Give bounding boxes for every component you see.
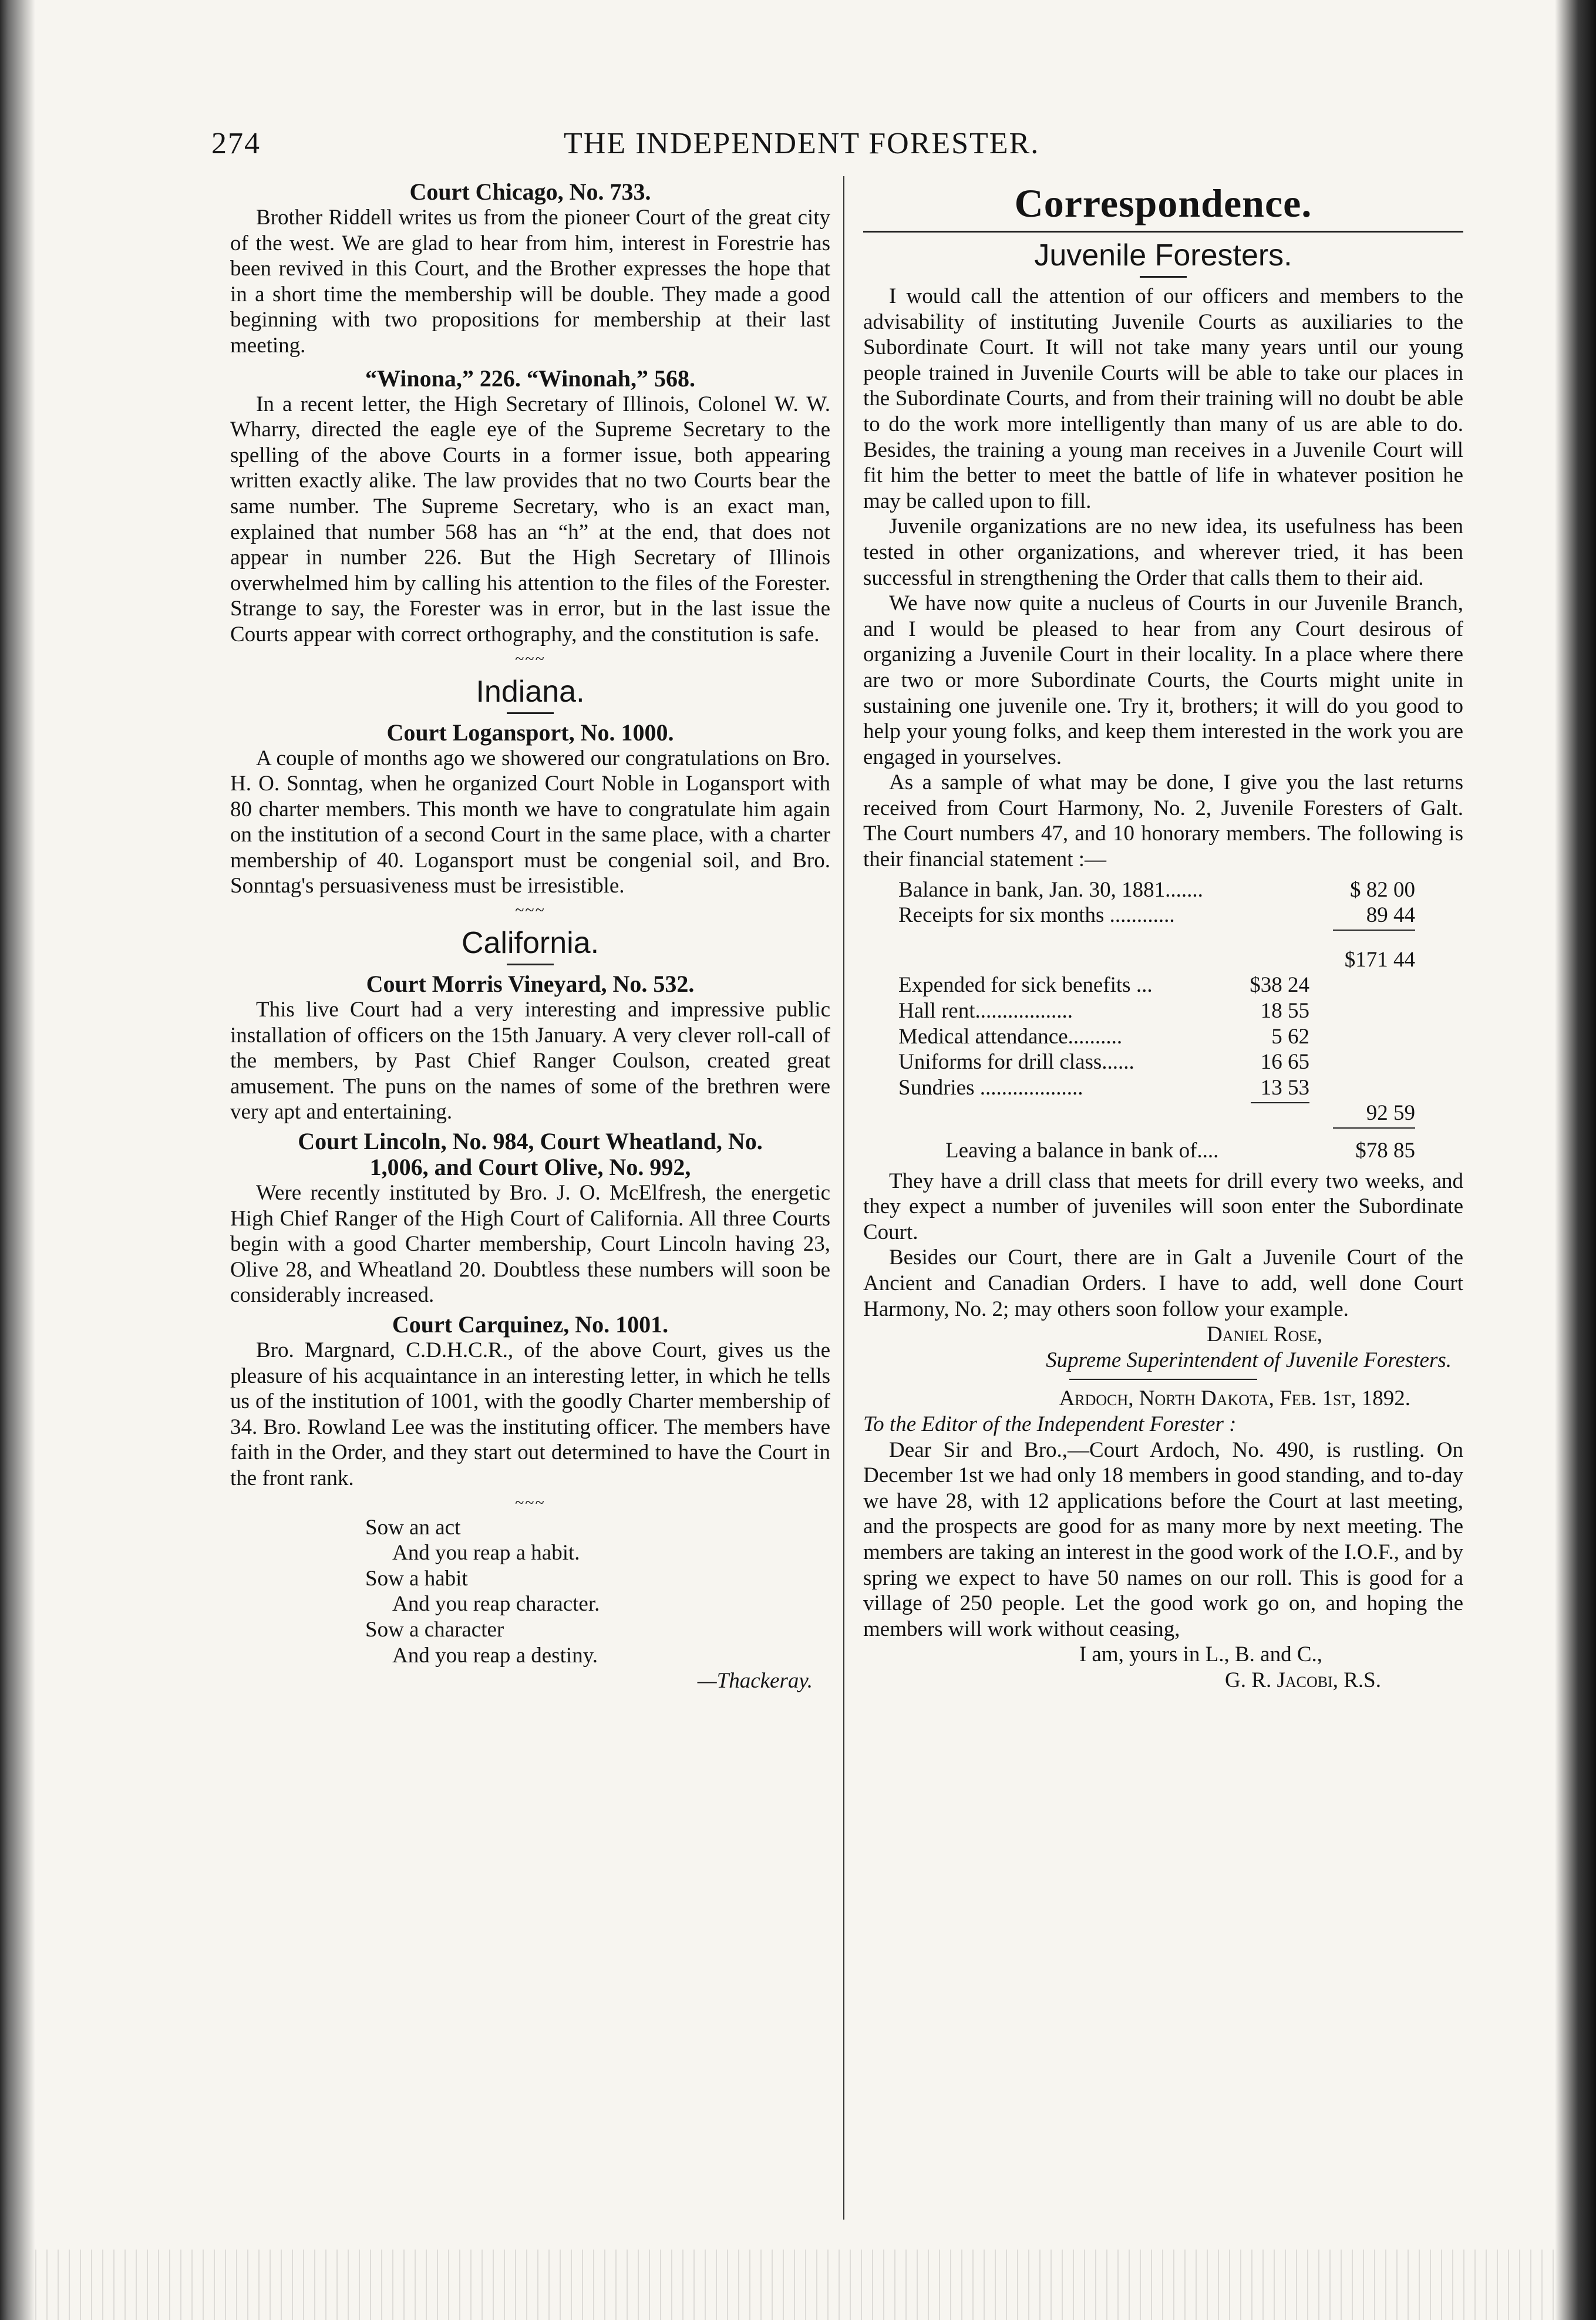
section-rule — [863, 231, 1463, 233]
financial-statement — [898, 877, 1427, 1164]
poem-attribution: —Thackeray. — [697, 1669, 813, 1693]
signature-title: Supreme Superintendent of Juvenile Foresters. — [1046, 1348, 1452, 1372]
ornament-divider-rule — [1069, 1379, 1257, 1380]
ornament-divider: ~~~ — [515, 649, 546, 668]
finance-row — [898, 972, 1427, 998]
publication-title: THE INDEPENDENT FORESTER. — [564, 127, 1040, 160]
short-rule — [1140, 276, 1187, 278]
heading-court-lincoln-cont: 1,006, and Court Olive, No. 992, — [369, 1154, 691, 1181]
finance-row — [898, 998, 1427, 1024]
finance-label: Hall rent.................. — [898, 999, 1073, 1023]
heading-juvenile-foresters: Juvenile Foresters. — [1034, 238, 1292, 272]
paragraph-logansport: A couple of months ago we showered our congratulations on Bro. H. O. Sonntag, when he organized Court Noble in Logansport with 80 charter members. This month we have to congratulate him again on the institution of a second Court in the same place, with a charter membership of 40. Logansport must be congenial soil, and Bro. Sonntag's persuasiveness must be irresistible. — [230, 746, 830, 898]
finance-label: Sundries ................... — [898, 1075, 1083, 1100]
finance-label: Receipts for six months ............ — [898, 903, 1175, 928]
signature-daniel-rose: Daniel Rose, — [1207, 1322, 1322, 1347]
paragraph-juvenile-6: Besides our Court, there are in Galt a Juvenile Court of the Ancient and Canadian Orders. I have to add, well done Court Harmony, No. 2; may others soon follow your example. — [863, 1245, 1463, 1321]
paragraph-morris-vineyard: This live Court had a very interesting and impressive public installation of officers on the 15th January. A very clever roll-call of the members, by Past Chief Ranger Coulson, created great amusement. The puns on the names of some of the brethren were very apt and entertaining. — [230, 998, 830, 1124]
short-rule — [507, 712, 554, 714]
ornament-divider: ~~~ — [515, 901, 546, 920]
paragraph-juvenile-4: As a sample of what may be done, I give you the last returns received from Court Harmony, No. 2, Juvenile Foresters of Galt. The Court numbers 47, and 10 honorary members. The following is their financial statement :— — [863, 770, 1463, 872]
finance-total: $171 44 — [1344, 947, 1415, 972]
heading-court-logansport: Court Logansport, No. 1000. — [386, 719, 674, 746]
heading-indiana: Indiana. — [476, 674, 585, 709]
letter-closing: I am, yours in L., B. and C., — [1079, 1642, 1322, 1667]
poem — [365, 1515, 830, 1694]
finance-value: 13 53 — [1260, 1075, 1309, 1100]
paragraph-juvenile-2: Juvenile organizations are no new idea, its usefulness has been tested in other organizations, and wherever tried, it has been successful in strengthening the Order that calls them to their aid. — [863, 514, 1463, 590]
finance-label: Medical attendance.......... — [898, 1024, 1123, 1049]
paragraph-court-chicago: Brother Riddell writes us from the pioneer Court of the great city of the west. We are glad to hear from him, interest in Forestrie has been revived in this Court, and the Brother expresses the hope that in a short time the membership will be double. They made a good beginning with two propositions for membership at their last meeting. — [230, 206, 830, 358]
column-divider — [843, 176, 844, 2220]
finance-label: Expended for sick benefits ... — [898, 973, 1153, 998]
heading-court-lincoln: Court Lincoln, No. 984, Court Wheatland, No. — [298, 1128, 763, 1155]
paragraph-juvenile-3: We have now quite a nucleus of Courts in our Juvenile Branch, and I would be pleased to hear from any Court desirous of organizing a Juvenile Court in their locality. In a place where there are two or more Subordinate Courts, the Courts might unite in sustaining one juvenile one. Try it, brothers; it will do you good to help your young folks, and keep them interested in the work you are engaged in yourselves. — [863, 591, 1463, 769]
finance-row — [898, 947, 1427, 973]
finance-label: Leaving a balance in bank of.... — [945, 1139, 1219, 1163]
scan-edge-left — [0, 0, 35, 2320]
poem-line: Sow a character — [365, 1617, 504, 1642]
poem-line: And you reap character. — [392, 1592, 600, 1617]
paragraph-juvenile-5: They have a drill class that meets for drill every two weeks, and they expect a number of juveniles will soon enter the Subordinate Court. — [863, 1169, 1463, 1244]
finance-value: 5 62 — [1271, 1024, 1309, 1049]
section-title-correspondence: Correspondence. — [1014, 181, 1312, 225]
finance-row — [898, 1049, 1427, 1075]
heading-california: California. — [461, 926, 600, 961]
paragraph-court-lincoln: Were recently instituted by Bro. J. O. McElfresh, the energetic High Chief Ranger of the High Court of California. All three Courts begin with a good Charter membership, Court Lincoln having 23, Olive 28, and Wheatland 20. Doubtless these numbers will soon be considerably increased. — [230, 1181, 830, 1308]
right-column — [863, 179, 1463, 1693]
poem-line: And you reap a habit. — [392, 1541, 580, 1565]
heading-court-carquinez: Court Carquinez, No. 1001. — [392, 1311, 669, 1338]
letter-body: Dear Sir and Bro.,—Court Ardoch, No. 490, is rustling. On December 1st we had only 18 members in good standing, and to-day we have 28, with 12 applications before the Court at last meeting, and the prospects are good for as many more by next meeting. The members are taking an interest in the good work of the I.O.F., and by spring we expect to have 50 names on our roll. This is good for a village of 250 people. Let the good work go on, and hoping the members will work without ceasing, — [863, 1437, 1463, 1641]
letter-dateline: Ardoch, North Dakota, Feb. 1st, 1892. — [1059, 1386, 1410, 1411]
heading-winona: “Winona,” 226. “Winonah,” 568. — [365, 365, 695, 392]
left-column — [230, 179, 830, 1694]
heading-court-morris-vineyard: Court Morris Vineyard, No. 532. — [366, 971, 695, 998]
paragraph-juvenile-1: I would call the attention of our officers and members to the advisability of instituting Juvenile Courts as auxiliaries to the Subordinate Court. It will not take many years until our young people trained in Juvenile Courts will be able to take our places in the Subordinate Courts, and from their training will no doubt be able to do the work more intelligently than many of us are able to do. Besides, the training a young man receives in a Juvenile Court will fit him the better to meet the battle of life in whatever position he may be called upon to fill. — [863, 284, 1463, 513]
short-rule — [507, 964, 554, 965]
finance-value: 16 65 — [1260, 1050, 1309, 1075]
poem-line: Sow a habit — [365, 1566, 468, 1591]
paragraph-court-carquinez: Bro. Margnard, C.D.H.C.R., of the above Court, gives us the pleasure of his acquaintance in an interesting letter, in which he tells us of the institution of 1001, with the goodly Charter membership of 34. Bro. Rowland Lee was the instituting officer. The members have faith in the Order, and they start out determined to have the Court in the front rank. — [230, 1338, 830, 1490]
finance-row — [898, 1138, 1427, 1164]
scan-noise-bottom — [35, 2250, 1555, 2320]
finance-value: $ 82 00 — [1350, 877, 1415, 902]
finance-row — [898, 877, 1427, 903]
finance-label: Balance in bank, Jan. 30, 1881....... — [898, 877, 1203, 902]
letter-salutation: To the Editor of the Independent Forester : — [863, 1412, 1237, 1436]
finance-row — [898, 1024, 1427, 1050]
poem-line: And you reap a destiny. — [392, 1643, 598, 1668]
finance-value: $78 85 — [1355, 1139, 1415, 1163]
finance-value: 18 55 — [1260, 999, 1309, 1023]
finance-row — [898, 1100, 1427, 1126]
scan-edge-right — [1555, 0, 1596, 2320]
letter-signer: G. R. Jacobi, R.S. — [1225, 1668, 1381, 1692]
finance-value: 89 44 — [1366, 903, 1415, 928]
finance-value: 92 59 — [1366, 1101, 1415, 1126]
heading-court-chicago: Court Chicago, No. 733. — [409, 179, 651, 205]
finance-row — [898, 903, 1427, 928]
finance-row — [898, 1075, 1427, 1101]
poem-line: Sow an act — [365, 1515, 461, 1540]
running-head — [211, 126, 1445, 167]
page-number: 274 — [211, 127, 261, 160]
ornament-divider: ~~~ — [515, 1493, 546, 1512]
finance-value: $38 24 — [1250, 973, 1309, 998]
finance-label: Uniforms for drill class...... — [898, 1050, 1134, 1075]
paragraph-winona: In a recent letter, the High Secretary of Illinois, Colonel W. W. Wharry, directed the eagle eye of the Supreme Secretary to the spelling of the above Courts in a former issue, both appearing written exactly alike. The law provides that no two Courts bear the same number. The Supreme Secretary, who is an exact man, explained that number 568 has an “h” at the end, that does not appear in number 226. But the High Secretary of Illinois overwhelmed him by calling his attention to the files of the Forester. Strange to say, the Forester was in error, but in the last issue the Courts appear with correct orthography, and the constitution is safe. — [230, 392, 830, 646]
